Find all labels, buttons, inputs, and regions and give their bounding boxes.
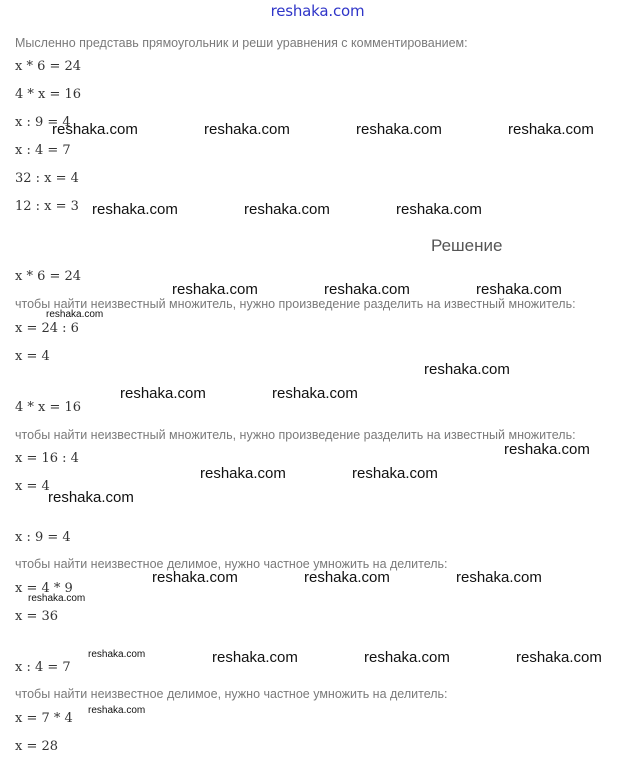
solution-result: x = 28 bbox=[15, 739, 59, 754]
watermark: reshaka.com bbox=[120, 385, 206, 402]
watermark: reshaka.com bbox=[364, 649, 450, 666]
solution-rule: чтобы найти неизвестный множитель, нужно произведение разделить на известный множитель: bbox=[15, 428, 576, 442]
solution-heading: Решение bbox=[431, 236, 503, 255]
task-equation-5: 32 : x = 4 bbox=[15, 171, 79, 186]
watermark: reshaka.com bbox=[456, 569, 542, 586]
solution-rule: чтобы найти неизвестное делимое, нужно частное умножить на делитель: bbox=[15, 557, 448, 571]
solution-rule: чтобы найти неизвестный множитель, нужно произведение разделить на известный множитель: bbox=[15, 297, 576, 311]
watermark: reshaka.com bbox=[304, 569, 390, 586]
watermark: reshaka.com bbox=[152, 569, 238, 586]
watermark-small: reshaka.com bbox=[28, 593, 86, 604]
solution-rule: чтобы найти неизвестное делимое, нужно частное умножить на делитель: bbox=[15, 687, 448, 701]
solution-result: x = 4 bbox=[15, 479, 50, 494]
watermark: reshaka.com bbox=[324, 281, 410, 298]
watermark: reshaka.com bbox=[200, 465, 286, 482]
watermark: reshaka.com bbox=[508, 121, 594, 138]
solution-step: x = 4 * 9 bbox=[15, 581, 73, 596]
watermark-small: reshaka.com bbox=[46, 309, 104, 320]
watermark: reshaka.com bbox=[356, 121, 442, 138]
task-equation-6: 12 : x = 3 bbox=[15, 199, 79, 214]
site-brand-header[interactable]: reshaka.com bbox=[270, 2, 365, 20]
solution-equation: x : 9 = 4 bbox=[15, 530, 71, 545]
solution-result: x = 36 bbox=[15, 609, 59, 624]
watermark-small: reshaka.com bbox=[88, 705, 146, 716]
watermark: reshaka.com bbox=[352, 465, 438, 482]
solution-result: x = 4 bbox=[15, 349, 50, 364]
task-equation-4: x : 4 = 7 bbox=[15, 143, 71, 158]
watermark: reshaka.com bbox=[172, 281, 258, 298]
solution-step: x = 16 : 4 bbox=[15, 451, 79, 466]
watermark: reshaka.com bbox=[92, 201, 178, 218]
task-equation-1: x * 6 = 24 bbox=[15, 59, 82, 74]
watermark: reshaka.com bbox=[476, 281, 562, 298]
solution-equation: 4 * x = 16 bbox=[15, 400, 82, 415]
watermark: reshaka.com bbox=[272, 385, 358, 402]
watermark: reshaka.com bbox=[212, 649, 298, 666]
solution-step: x = 24 : 6 bbox=[15, 321, 79, 336]
task-equation-2: 4 * x = 16 bbox=[15, 87, 82, 102]
watermark: reshaka.com bbox=[504, 441, 590, 458]
watermark: reshaka.com bbox=[52, 121, 138, 138]
watermark: reshaka.com bbox=[244, 201, 330, 218]
solution-step: x = 7 * 4 bbox=[15, 711, 73, 726]
solution-equation: x : 4 = 7 bbox=[15, 660, 71, 675]
watermark: reshaka.com bbox=[204, 121, 290, 138]
task-equation-3: x : 9 = 4 bbox=[15, 115, 71, 130]
watermark: reshaka.com bbox=[424, 361, 510, 378]
task-prompt: Мысленно представь прямоугольник и реши уравнения с комментированием: bbox=[15, 36, 468, 50]
solution-equation: x * 6 = 24 bbox=[15, 269, 82, 284]
watermark-small: reshaka.com bbox=[88, 649, 146, 660]
watermark: reshaka.com bbox=[48, 489, 134, 506]
watermark: reshaka.com bbox=[516, 649, 602, 666]
watermark: reshaka.com bbox=[396, 201, 482, 218]
